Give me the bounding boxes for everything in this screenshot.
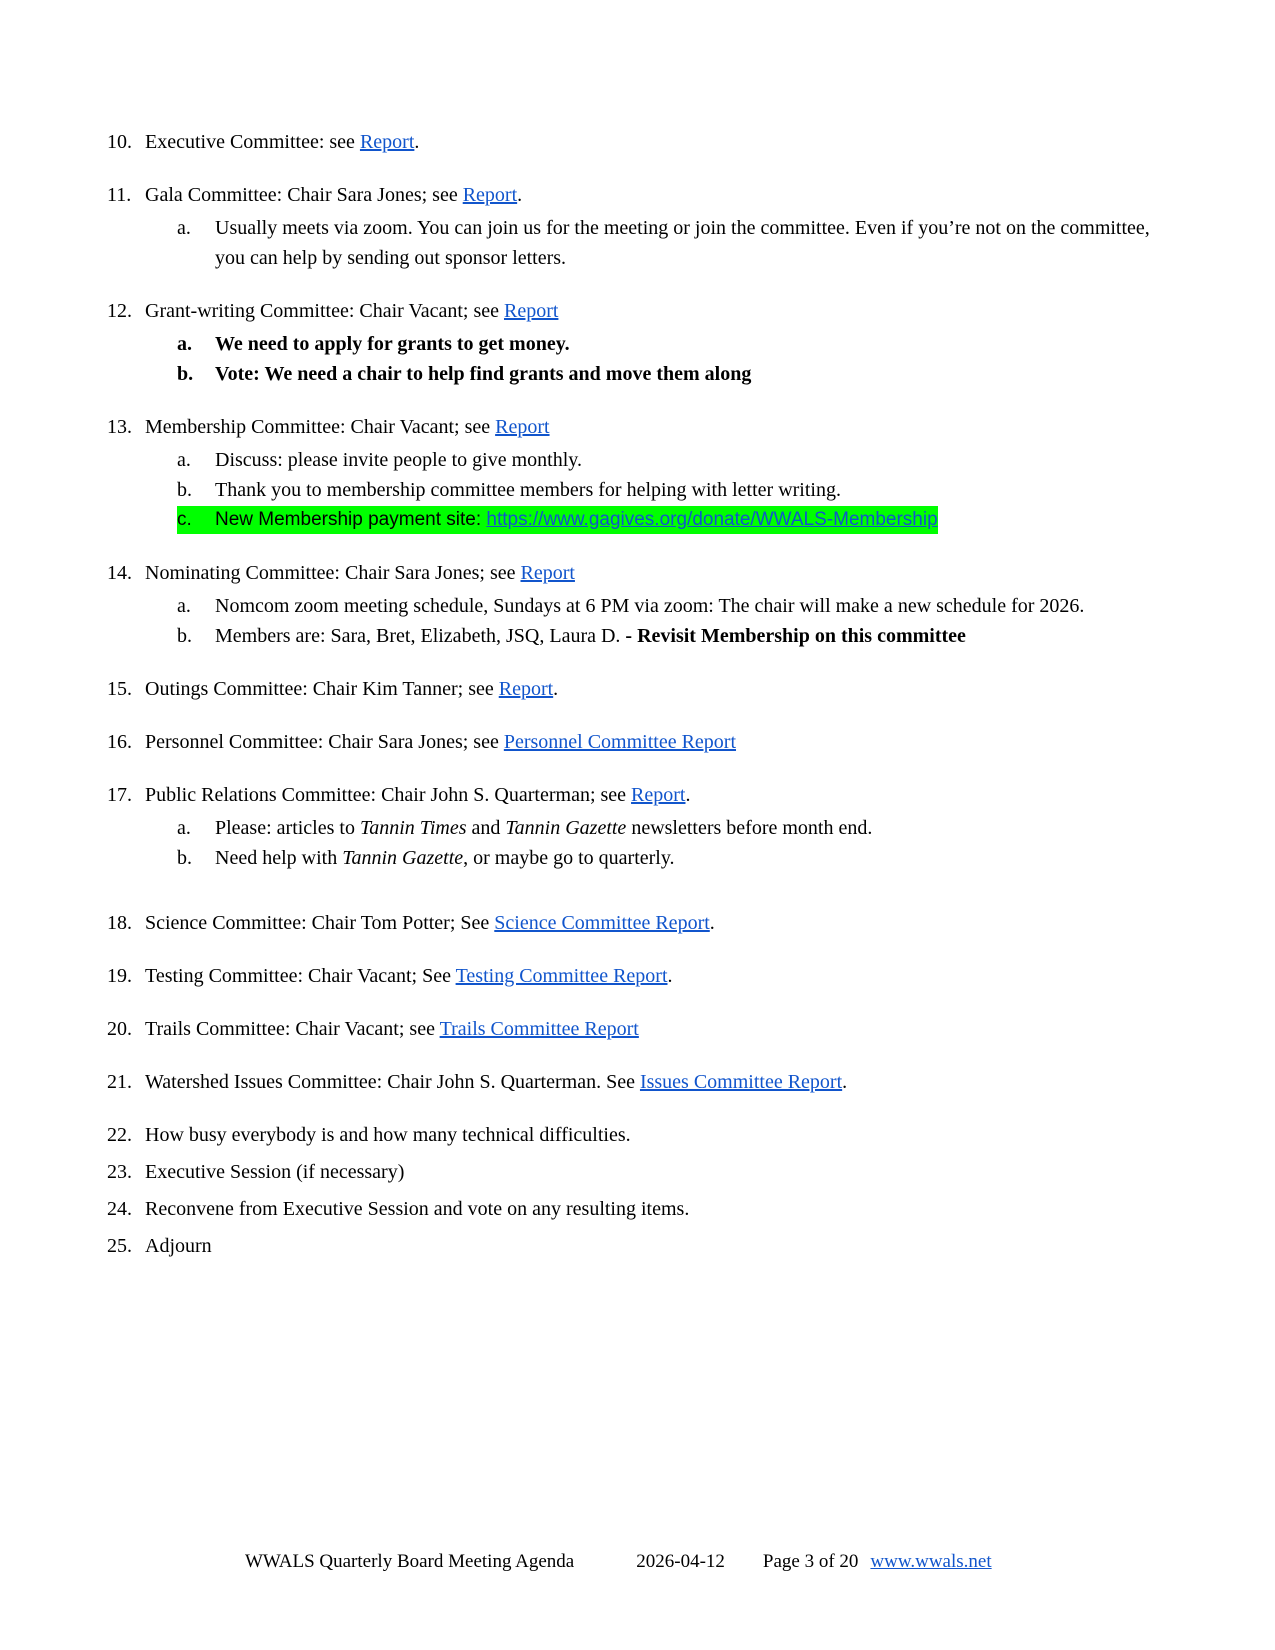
item-number: 15. [107,678,132,700]
text-segment: newsletters before month end. [626,817,873,839]
item-number: 19. [107,965,132,987]
trails-report-link[interactable]: Trails Committee Report [439,1018,639,1040]
item-number: 21. [107,1071,132,1093]
nominating-report-link[interactable]: Report [520,562,575,584]
item-number: 17. [107,784,132,806]
agenda-item-21 [107,1067,1180,1097]
text-segment: Executive Committee: see [145,131,360,153]
grantwriting-report-link[interactable]: Report [503,300,559,322]
sub-item-a [177,591,1180,621]
italic-text-segment: Tannin Gazette [505,817,627,839]
item-text [145,296,1180,326]
item-number: 11. [107,184,132,206]
item-text [145,727,1180,757]
item-text [145,127,1180,157]
sub-items [145,813,1180,873]
text-segment: Membership Committee: Chair Vacant; see [145,416,496,438]
sub-item-a [177,445,1180,475]
item-text [145,1231,1180,1261]
sub-letter: a. [177,449,191,471]
sub-items [145,329,1180,389]
text-segment: Trails Committee: Chair Vacant; see [145,1018,440,1040]
agenda-item-22 [107,1120,1180,1150]
wwals-site-link[interactable]: www.wwals.net [870,1551,992,1572]
italic-text-segment: Tannin Times [359,817,467,839]
executive-report-link[interactable]: Report [359,131,415,153]
item-number: 12. [107,300,132,322]
membership-report-link[interactable]: Report [495,416,550,438]
item-number: 18. [107,912,132,934]
agenda-item-11 [107,180,1180,273]
science-report-link[interactable]: Science Committee Report [494,912,710,934]
text-segment: Need help with [215,847,343,869]
sub-item-a [177,329,1180,359]
sub-letter: b. [177,625,192,647]
text-segment: New Membership payment site: [215,509,487,530]
text-segment: . [517,184,523,206]
text-segment: . [685,784,691,806]
item-text [145,1067,1180,1097]
sub-text [215,506,938,534]
agenda-item-25 [107,1231,1180,1261]
footer-page-number: Page 3 of 20 [762,1551,859,1572]
agenda-item-14 [107,558,1180,651]
agenda-item-20 [107,1014,1180,1044]
sub-letter: b. [177,479,192,501]
text-segment: How busy everybody is and how many technical difficulties. [145,1124,631,1146]
sub-item-b [177,843,1180,873]
text-segment: Science Committee: Chair Tom Potter; See [145,912,495,934]
agenda-item-12 [107,296,1180,389]
sub-letter: a. [177,817,191,839]
sub-item-b [177,475,1180,505]
outings-report-link[interactable]: Report [498,678,554,700]
italic-text-segment: Tannin Gazette [342,847,464,869]
item-text [145,412,1180,442]
sub-text: Discuss: please invite people to give monthly. [215,449,582,471]
gala-report-link[interactable]: Report [462,184,518,206]
text-segment: Executive Session (if necessary) [145,1161,405,1183]
agenda-item-15 [107,674,1180,704]
text-segment: Outings Committee: Chair Kim Tanner; see [145,678,499,700]
sub-item-a [177,813,1180,843]
text-segment: Personnel Committee: Chair Sara Jones; see [145,731,504,753]
item-text [145,961,1180,991]
sub-letter: a. [177,595,191,617]
agenda-item-17 [107,780,1180,873]
text-segment: and [466,817,506,839]
item-number: 24. [107,1198,132,1220]
text-segment: , or maybe go to quarterly. [463,847,675,869]
text-segment: Nominating Committee: Chair Sara Jones; see [145,562,521,584]
sub-letter: c. [177,509,192,530]
item-text [145,180,1180,210]
item-number: 13. [107,416,132,438]
issues-report-link[interactable]: Issues Committee Report [639,1071,843,1093]
text-segment: . [414,131,420,153]
sub-text: Nomcom zoom meeting schedule, Sundays at 6 PM via zoom: The chair will make a new schedule for 2026. [215,595,1085,617]
agenda-item-24 [107,1194,1180,1224]
bold-text-segment: - Revisit Membership on this committee [625,625,966,647]
pr-report-link[interactable]: Report [631,784,686,806]
text-segment: . [553,678,559,700]
text-segment: Testing Committee: Chair Vacant; See [145,965,456,987]
text-segment: Gala Committee: Chair Sara Jones; see [145,184,463,206]
gagives-donate-link[interactable]: https://www.gagives.org/donate/WWALS-Membership [486,509,938,530]
item-number: 20. [107,1018,132,1040]
sub-item-b [177,621,1180,651]
agenda-item-19 [107,961,1180,991]
item-number: 14. [107,562,132,584]
sub-items [145,591,1180,651]
sub-text [215,621,1180,651]
sub-letter: a. [177,333,192,355]
text-segment: . [709,912,715,934]
agenda-item-13 [107,412,1180,535]
item-text [145,1014,1180,1044]
sub-text [215,843,1180,873]
sub-text [215,813,1180,843]
item-text [145,908,1180,938]
item-text [145,1157,1180,1187]
personnel-report-link[interactable]: Personnel Committee Report [503,731,737,753]
item-number: 23. [107,1161,132,1183]
page-footer [245,1550,992,1574]
agenda-item-10 [107,127,1180,157]
text-segment: . [667,965,673,987]
agenda-item-23 [107,1157,1180,1187]
sub-item-c-highlighted [177,506,938,534]
sub-text: Vote: We need a chair to help find grants and move them along [215,363,752,385]
agenda-list [107,127,1180,1261]
item-text [145,558,1180,588]
item-text [145,674,1180,704]
sub-text: Thank you to membership committee members for helping with letter writing. [215,479,841,501]
text-segment: Adjourn [145,1235,212,1257]
sub-letter: b. [177,363,194,385]
text-segment: . [842,1071,848,1093]
footer-document-title: WWALS Quarterly Board Meeting Agenda [245,1551,575,1572]
sub-letter: b. [177,847,192,869]
sub-item-b [177,359,1180,389]
agenda-item-16 [107,727,1180,757]
text-segment: Please: articles to [215,817,360,839]
agenda-item-18 [107,908,1180,938]
testing-report-link[interactable]: Testing Committee Report [455,965,668,987]
item-text [145,1194,1180,1224]
text-segment: Members are: Sara, Bret, Elizabeth, JSQ, Laura D. [215,625,626,647]
sub-letter: a. [177,217,191,239]
sub-text: Usually meets via zoom. You can join us for the meeting or join the committee. Even if you’re not on the committee, you can help by sending out sponsor letters. [215,217,1150,269]
sub-text: We need to apply for grants to get money. [215,333,570,355]
item-number: 25. [107,1235,132,1257]
text-segment: Public Relations Committee: Chair John S. Quarterman; see [145,784,632,806]
text-segment: Grant-writing Committee: Chair Vacant; see [145,300,504,322]
item-text [145,780,1180,810]
footer-date: 2026-04-12 [636,1551,725,1572]
sub-item-a [177,213,1180,273]
item-number: 16. [107,731,132,753]
item-text [145,1120,1180,1150]
sub-items [145,445,1180,534]
text-segment: Reconvene from Executive Session and vote on any resulting items. [145,1198,690,1220]
sub-items [145,213,1180,273]
item-number: 22. [107,1124,132,1146]
item-number: 10. [107,131,132,153]
text-segment: Watershed Issues Committee: Chair John S. Quarterman. See [145,1071,640,1093]
